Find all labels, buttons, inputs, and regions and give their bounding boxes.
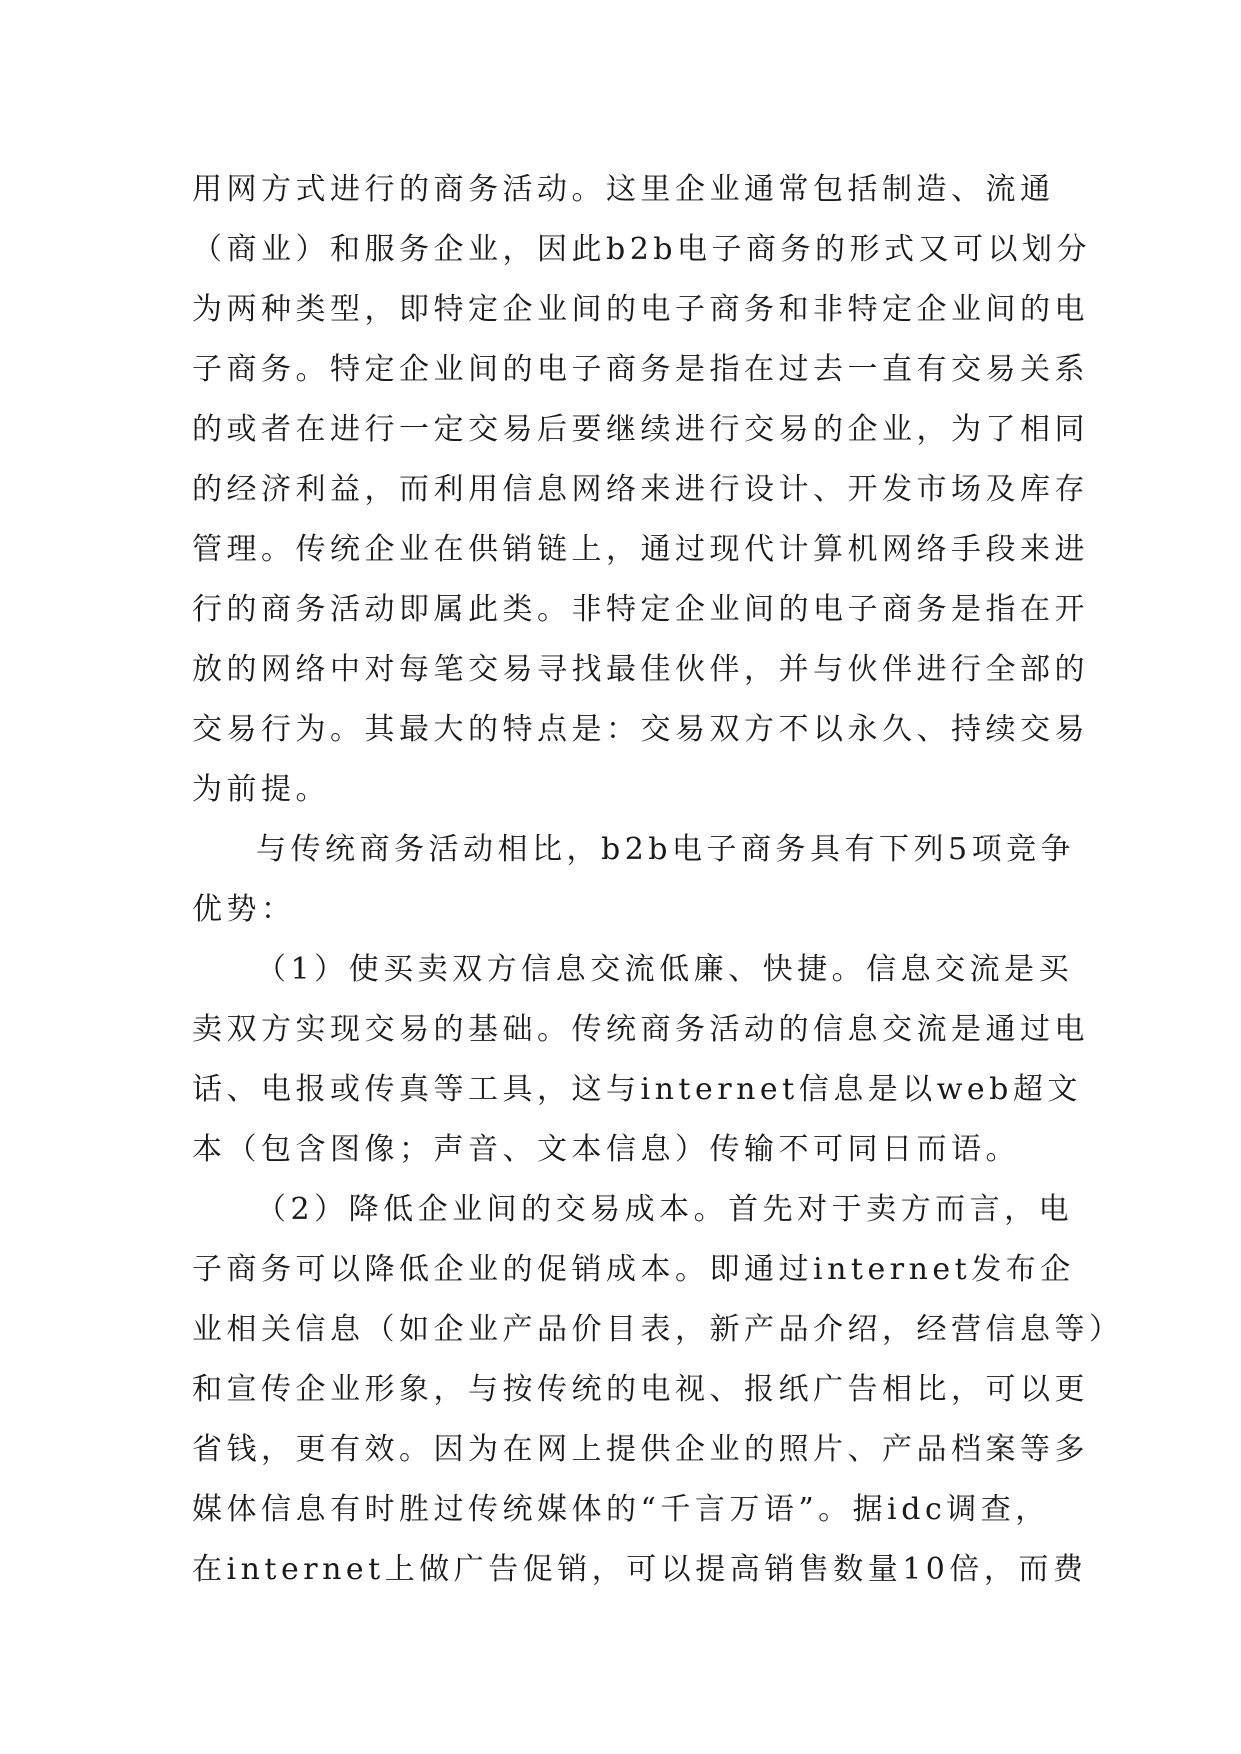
list-item-2-line: （2）降低企业间的交易成本。首先对于卖方而言，电 <box>256 1192 1074 1227</box>
text-line: 业相关信息（如企业产品价目表，新产品介绍，经营信息等） <box>192 1312 1124 1347</box>
text-line: 管理。传统企业在供销链上，通过现代计算机网络手段来进 <box>192 532 1089 567</box>
text-line: 卖双方实现交易的基础。传统商务活动的信息交流是通过电 <box>192 1012 1089 1047</box>
text-line: 交易行为。其最大的特点是：交易双方不以永久、持续交易 <box>192 712 1089 747</box>
text-line: 放的网络中对每笔交易寻找最佳伙伴，并与伙伴进行全部的 <box>192 652 1089 687</box>
text-line: 和宣传企业形象，与按传统的电视、报纸广告相比，可以更 <box>192 1372 1089 1407</box>
text-line: 本（包含图像；声音、文本信息）传输不可同日而语。 <box>192 1132 1020 1167</box>
text-line: 优势： <box>192 892 296 927</box>
text-line: 子商务可以降低企业的促销成本。即通过internet发布企 <box>192 1252 1075 1287</box>
text-line: 的或者在进行一定交易后要继续进行交易的企业，为了相同 <box>192 412 1089 447</box>
text-line: 子商务。特定企业间的电子商务是指在过去一直有交易关系 <box>192 352 1089 387</box>
text-line: （商业）和服务企业，因此b2b电子商务的形式又可以划分 <box>192 232 1091 267</box>
text-line: 用网方式进行的商务活动。这里企业通常包括制造、流通 <box>192 172 1055 207</box>
text-line: 媒体信息有时胜过传统媒体的“千言万语”。据idc调查， <box>192 1492 1050 1527</box>
text-line: 在internet上做广告促销，可以提高销售数量10倍，而费 <box>192 1552 1088 1587</box>
paragraph-start-line: 与传统商务活动相比，b2b电子商务具有下列5项竞争 <box>256 832 1076 867</box>
text-line: 为两种类型，即特定企业间的电子商务和非特定企业间的电 <box>192 292 1089 327</box>
text-line: 行的商务活动即属此类。非特定企业间的电子商务是指在开 <box>192 592 1089 627</box>
text-line: 的经济利益，而利用信息网络来进行设计、开发市场及库存 <box>192 472 1089 507</box>
text-line: 为前提。 <box>192 772 330 807</box>
text-line: 话、电报或传真等工具，这与internet信息是以web超文 <box>192 1072 1082 1107</box>
list-item-1-line: （1）使买卖双方信息交流低廉、快捷。信息交流是买 <box>256 952 1074 987</box>
text-line: 省钱，更有效。因为在网上提供企业的照片、产品档案等多 <box>192 1432 1089 1467</box>
